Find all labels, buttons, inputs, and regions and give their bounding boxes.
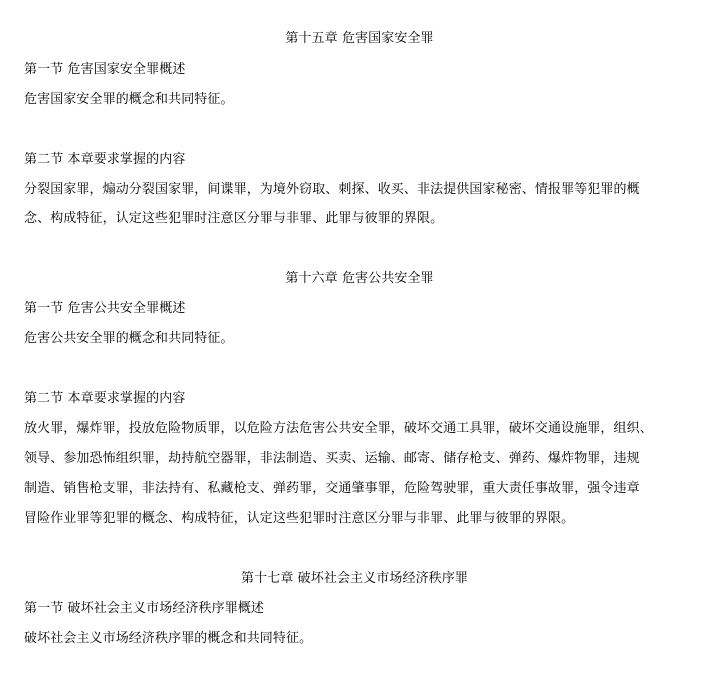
chapter-15-title: 第十五章 危害国家安全罪 xyxy=(285,31,434,46)
chapter-17-title: 第十七章 破坏社会主义市场经济秩序罪 xyxy=(241,571,468,586)
chapter-17-section-1-text: 破坏社会主义市场经济秩序罪的概念和共同特征。 xyxy=(24,631,313,646)
chapter-16-section-2-line-2: 领导、参加恐怖组织罪，劫持航空器罪，非法制造、买卖、运输、邮寄、储存枪支、弹药、爆炸物罪，违规 xyxy=(24,451,640,466)
chapter-16-section-2-line-1: 放火罪，爆炸罪，投放危险物质罪，以危险方法危害公共安全罪，破坏交通工具罪，破坏交通设施罪，组织、 xyxy=(24,421,653,436)
chapter-15-section-1-text: 危害国家安全罪的概念和共同特征。 xyxy=(24,92,234,107)
chapter-15-section-2-line-1: 分裂国家罪，煽动分裂国家罪，间谍罪，为境外窃取、刺探、收买、非法提供国家秘密、情报罪等犯罪的概 xyxy=(24,182,640,197)
chapter-15-section-1-heading: 第一节 危害国家安全罪概述 xyxy=(24,62,186,77)
chapter-15-section-2-heading: 第二节 本章要求掌握的内容 xyxy=(24,152,186,167)
chapter-17-section-1-heading: 第一节 破坏社会主义市场经济秩序罪概述 xyxy=(24,601,265,616)
chapter-16-section-2-line-4: 冒险作业罪等犯罪的概念、构成特征，认定这些犯罪时注意区分罪与非罪、此罪与彼罪的界限。 xyxy=(24,511,575,526)
chapter-15-section-2-line-2: 念、构成特征，认定这些犯罪时注意区分罪与非罪、此罪与彼罪的界限。 xyxy=(24,211,444,226)
chapter-16-section-2-heading: 第二节 本章要求掌握的内容 xyxy=(24,391,186,406)
chapter-16-section-2-line-3: 制造、销售枪支罪，非法持有、私藏枪支、弹药罪，交通肇事罪，危险驾驶罪，重大责任事故罪，强令违章 xyxy=(24,481,640,496)
chapter-16-section-1-text: 危害公共安全罪的概念和共同特征。 xyxy=(24,331,234,346)
chapter-16-title: 第十六章 危害公共安全罪 xyxy=(285,271,434,286)
chapter-16-section-1-heading: 第一节 危害公共安全罪概述 xyxy=(24,301,186,316)
